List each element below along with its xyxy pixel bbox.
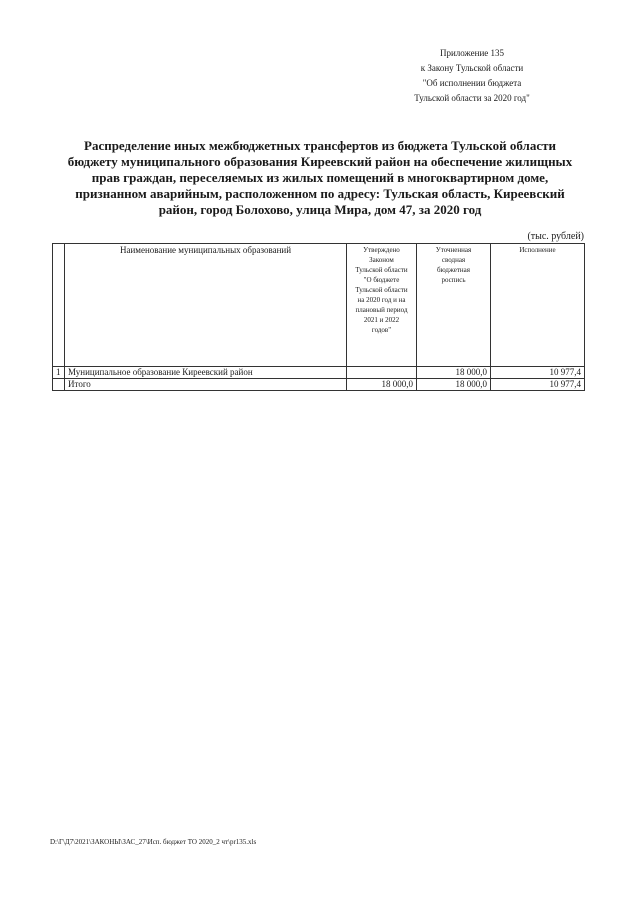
appendix-header xyxy=(372,46,572,106)
header-name: Наименование муниципальных образований xyxy=(65,244,347,367)
header-approved: Утверждено Законом Тульской области "О бюджете Тульской области на 2020 год и на плановый период 2021 и 2022 годов" xyxy=(347,244,417,367)
row-name: Муниципальное образование Киреевский район xyxy=(65,367,347,379)
title-line: прав граждан, переселяемых из жилых помещений в многоквартирном доме, xyxy=(91,170,549,185)
title-line: район, город Болохово, улица Мира, дом 47, за 2020 год xyxy=(158,202,482,217)
total-label: Итого xyxy=(65,379,347,391)
budget-table xyxy=(52,243,585,391)
table-row xyxy=(53,367,585,379)
row-executed: 10 977,4 xyxy=(491,367,585,379)
title-line: бюджету муниципального образования Киреевский район на обеспечение жилищных xyxy=(67,154,573,169)
header-refined: Уточненная сводная бюджетная роспись xyxy=(417,244,491,367)
table-header-row xyxy=(53,244,585,367)
total-executed: 10 977,4 xyxy=(491,379,585,391)
title-line: признанном аварийным, расположенном по адресу: Тульская область, Киреевский xyxy=(75,186,565,201)
total-refined: 18 000,0 xyxy=(417,379,491,391)
appendix-line: Приложение 135 xyxy=(439,48,505,58)
document-title xyxy=(40,138,600,218)
row-number: 1 xyxy=(53,367,65,379)
total-row xyxy=(53,379,585,391)
row-approved xyxy=(347,367,417,379)
appendix-line: Тульской области за 2020 год" xyxy=(414,93,530,103)
appendix-line: "Об исполнении бюджета xyxy=(422,78,522,88)
header-num xyxy=(53,244,65,367)
title-line: Распределение иных межбюджетных трансфертов из бюджета Тульской области xyxy=(84,138,556,153)
row-refined: 18 000,0 xyxy=(417,367,491,379)
appendix-line: к Закону Тульской области xyxy=(420,63,524,73)
header-executed: Исполнение xyxy=(491,244,585,367)
total-approved: 18 000,0 xyxy=(347,379,417,391)
file-path-footer: D:\Г\Д7\2021\ЗАКОНЫ\ЗАС_27\Исп. бюджет ТО 2020_2 чт\pr135.xls xyxy=(50,838,257,846)
units-label: (тыс. рублей) xyxy=(527,231,584,242)
total-num-cell xyxy=(53,379,65,391)
